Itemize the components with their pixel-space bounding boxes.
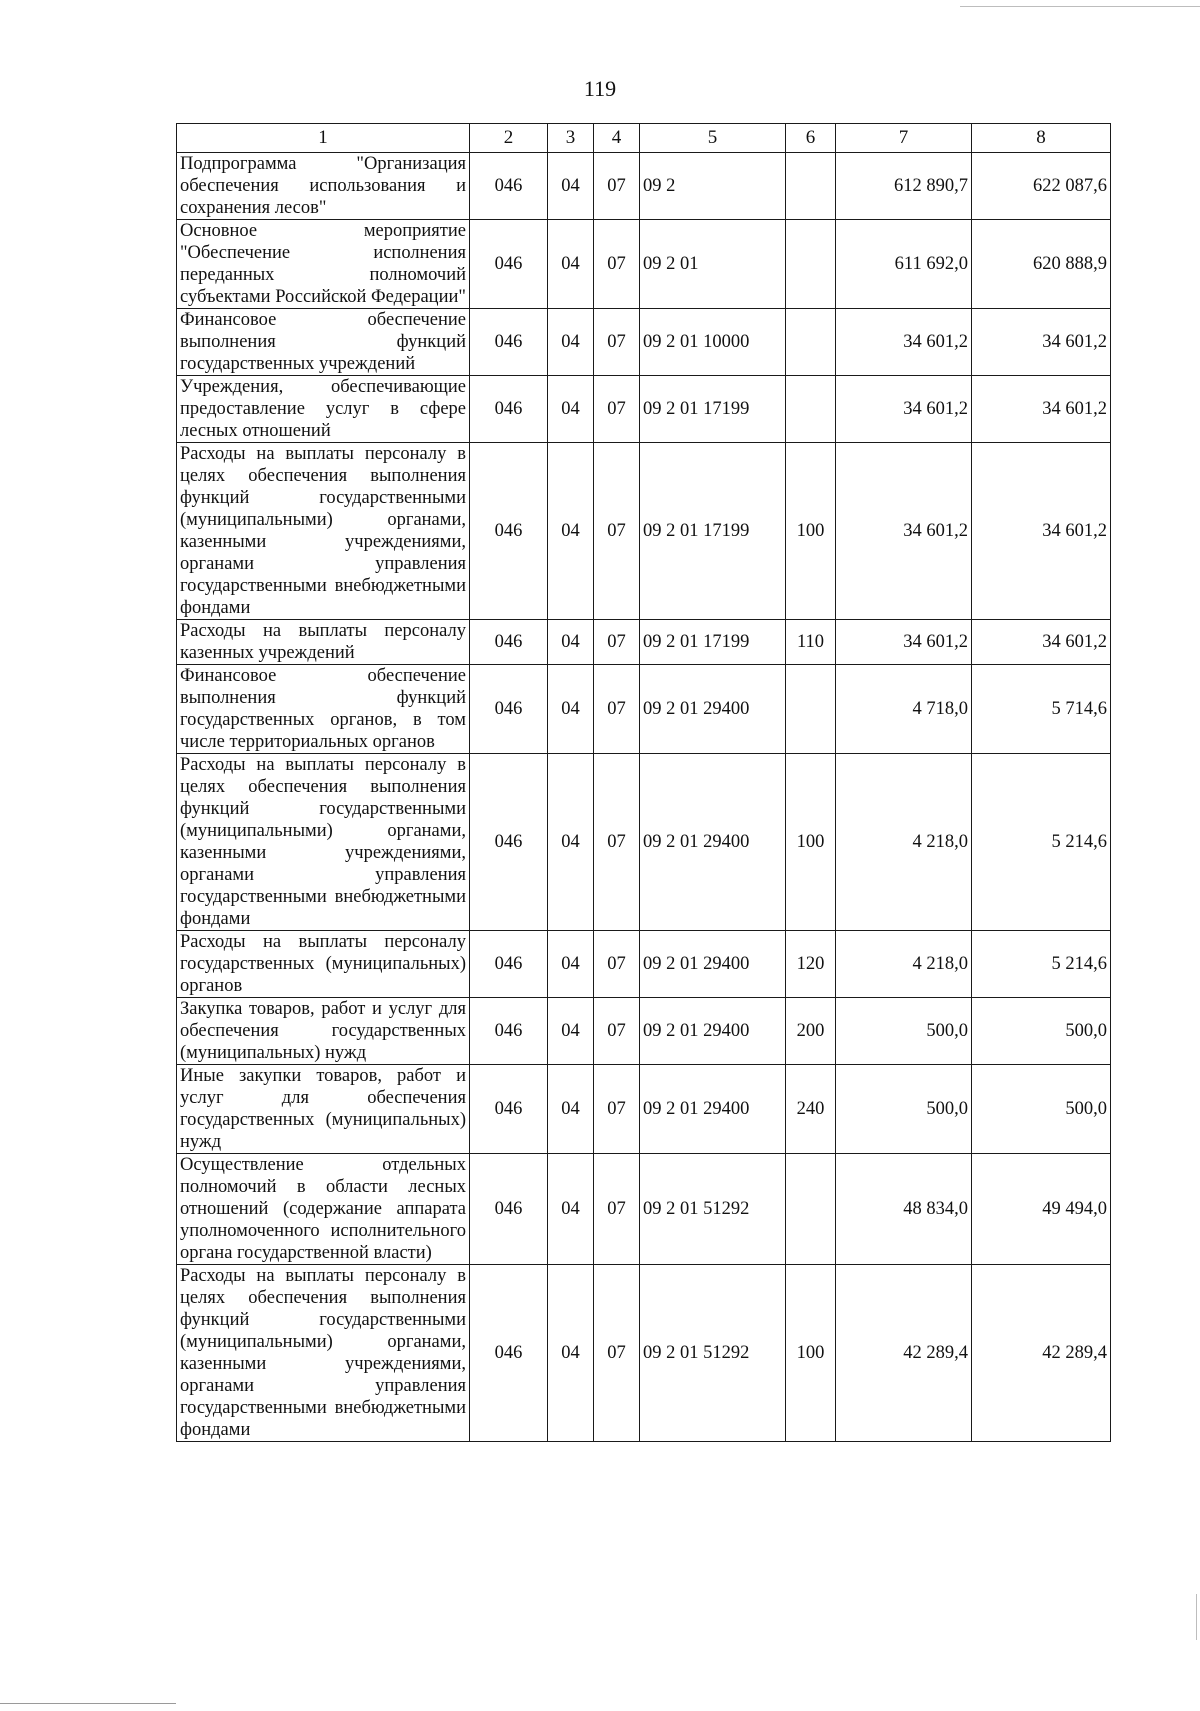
target-article-code: 09 2 01 51292 [640,1154,786,1265]
row-name: Финансовое обеспечение выполнения функций государственных органов, в том числе территориальных органов [177,665,470,754]
column-header: 5 [640,124,786,153]
admin-code: 046 [470,1265,548,1442]
target-article-code: 09 2 01 29400 [640,1065,786,1154]
subsection-code: 07 [594,309,640,376]
section-code: 04 [548,376,594,443]
amount-year-1: 500,0 [836,1065,972,1154]
amount-year-1: 4 218,0 [836,754,972,931]
amount-year-2: 500,0 [972,1065,1111,1154]
expense-type-code [786,153,836,220]
subsection-code: 07 [594,1154,640,1265]
scan-edge-line-bottom [0,1703,176,1704]
target-article-code: 09 2 01 17199 [640,620,786,665]
table-row [177,665,1111,754]
expense-type-code: 240 [786,1065,836,1154]
amount-year-1: 611 692,0 [836,220,972,309]
target-article-code: 09 2 01 29400 [640,665,786,754]
section-code: 04 [548,754,594,931]
table-row [177,1065,1111,1154]
subsection-code: 07 [594,376,640,443]
amount-year-1: 48 834,0 [836,1154,972,1265]
table-row [177,376,1111,443]
admin-code: 046 [470,998,548,1065]
subsection-code: 07 [594,931,640,998]
section-code: 04 [548,1265,594,1442]
amount-year-2: 500,0 [972,998,1111,1065]
column-header: 4 [594,124,640,153]
page-number: 119 [583,76,617,101]
amount-year-1: 4 218,0 [836,931,972,998]
amount-year-2: 5 214,6 [972,754,1111,931]
row-name: Учреждения, обеспечивающие предоставление услуг в сфере лесных отношений [177,376,470,443]
admin-code: 046 [470,754,548,931]
admin-code: 046 [470,620,548,665]
row-name: Осуществление отдельных полномочий в области лесных отношений (содержание аппарата уполномоченного исполнительного органа государственной власти) [177,1154,470,1265]
amount-year-1: 42 289,4 [836,1265,972,1442]
scan-edge-mark [1196,1594,1197,1640]
table-row [177,998,1111,1065]
target-article-code: 09 2 01 51292 [640,1265,786,1442]
table-row [177,620,1111,665]
row-name: Расходы на выплаты персоналу в целях обеспечения выполнения функций государственными (муниципальными) органами, казенными учреждениями, органами управления государственными внебюджетными фондами [177,754,470,931]
section-code: 04 [548,665,594,754]
row-name: Расходы на выплаты персоналу казенных учреждений [177,620,470,665]
subsection-code: 07 [594,443,640,620]
table-row [177,931,1111,998]
amount-year-2: 5 714,6 [972,665,1111,754]
amount-year-2: 34 601,2 [972,620,1111,665]
target-article-code: 09 2 01 10000 [640,309,786,376]
target-article-code: 09 2 01 17199 [640,376,786,443]
amount-year-2: 49 494,0 [972,1154,1111,1265]
target-article-code: 09 2 [640,153,786,220]
target-article-code: 09 2 01 29400 [640,998,786,1065]
header-row [177,124,1111,153]
admin-code: 046 [470,665,548,754]
target-article-code: 09 2 01 17199 [640,443,786,620]
amount-year-1: 34 601,2 [836,309,972,376]
target-article-code: 09 2 01 29400 [640,931,786,998]
table-row [177,153,1111,220]
section-code: 04 [548,309,594,376]
table-row [177,443,1111,620]
admin-code: 046 [470,443,548,620]
column-header: 3 [548,124,594,153]
amount-year-2: 42 289,4 [972,1265,1111,1442]
expense-type-code [786,376,836,443]
row-name: Расходы на выплаты персоналу в целях обеспечения выполнения функций государственными (муниципальными) органами, казенными учреждениями, органами управления государственными внебюджетными фондами [177,1265,470,1442]
section-code: 04 [548,220,594,309]
amount-year-2: 34 601,2 [972,309,1111,376]
amount-year-2: 5 214,6 [972,931,1111,998]
amount-year-1: 34 601,2 [836,443,972,620]
admin-code: 046 [470,309,548,376]
subsection-code: 07 [594,665,640,754]
column-header: 7 [836,124,972,153]
row-name: Подпрограмма "Организация обеспечения использования и сохранения лесов" [177,153,470,220]
table-row [177,1265,1111,1442]
column-header: 8 [972,124,1111,153]
row-name: Расходы на выплаты персоналу в целях обеспечения выполнения функций государственными (муниципальными) органами, казенными учреждениями, органами управления государственными внебюджетными фондами [177,443,470,620]
subsection-code: 07 [594,220,640,309]
expense-type-code [786,665,836,754]
subsection-code: 07 [594,1265,640,1442]
amount-year-2: 34 601,2 [972,443,1111,620]
expense-type-code: 100 [786,754,836,931]
expense-type-code: 200 [786,998,836,1065]
section-code: 04 [548,931,594,998]
table-row [177,309,1111,376]
target-article-code: 09 2 01 [640,220,786,309]
amount-year-1: 500,0 [836,998,972,1065]
table-row [177,1154,1111,1265]
budget-table [176,123,1111,1442]
section-code: 04 [548,153,594,220]
column-header: 2 [470,124,548,153]
amount-year-1: 4 718,0 [836,665,972,754]
row-name: Иные закупки товаров, работ и услуг для обеспечения государственных (муниципальных) нужд [177,1065,470,1154]
admin-code: 046 [470,153,548,220]
section-code: 04 [548,1154,594,1265]
scan-edge-line-top [960,6,1200,7]
section-code: 04 [548,998,594,1065]
expense-type-code [786,1154,836,1265]
amount-year-2: 620 888,9 [972,220,1111,309]
admin-code: 046 [470,1065,548,1154]
admin-code: 046 [470,1154,548,1265]
table-row [177,754,1111,931]
expense-type-code: 100 [786,443,836,620]
column-header: 1 [177,124,470,153]
section-code: 04 [548,620,594,665]
amount-year-2: 34 601,2 [972,376,1111,443]
subsection-code: 07 [594,620,640,665]
expense-type-code: 110 [786,620,836,665]
column-header: 6 [786,124,836,153]
amount-year-2: 622 087,6 [972,153,1111,220]
row-name: Расходы на выплаты персоналу государственных (муниципальных) органов [177,931,470,998]
row-name: Закупка товаров, работ и услуг для обеспечения государственных (муниципальных) нужд [177,998,470,1065]
expense-type-code [786,220,836,309]
amount-year-1: 612 890,7 [836,153,972,220]
row-name: Основное мероприятие "Обеспечение исполнения переданных полномочий субъектами Российской Федерации" [177,220,470,309]
expense-type-code [786,309,836,376]
amount-year-1: 34 601,2 [836,620,972,665]
subsection-code: 07 [594,153,640,220]
target-article-code: 09 2 01 29400 [640,754,786,931]
section-code: 04 [548,443,594,620]
amount-year-1: 34 601,2 [836,376,972,443]
row-name: Финансовое обеспечение выполнения функций государственных учреждений [177,309,470,376]
admin-code: 046 [470,376,548,443]
table-body [177,153,1111,1442]
section-code: 04 [548,1065,594,1154]
admin-code: 046 [470,220,548,309]
subsection-code: 07 [594,754,640,931]
admin-code: 046 [470,931,548,998]
expense-type-code: 100 [786,1265,836,1442]
subsection-code: 07 [594,1065,640,1154]
subsection-code: 07 [594,998,640,1065]
expense-type-code: 120 [786,931,836,998]
table-row [177,220,1111,309]
